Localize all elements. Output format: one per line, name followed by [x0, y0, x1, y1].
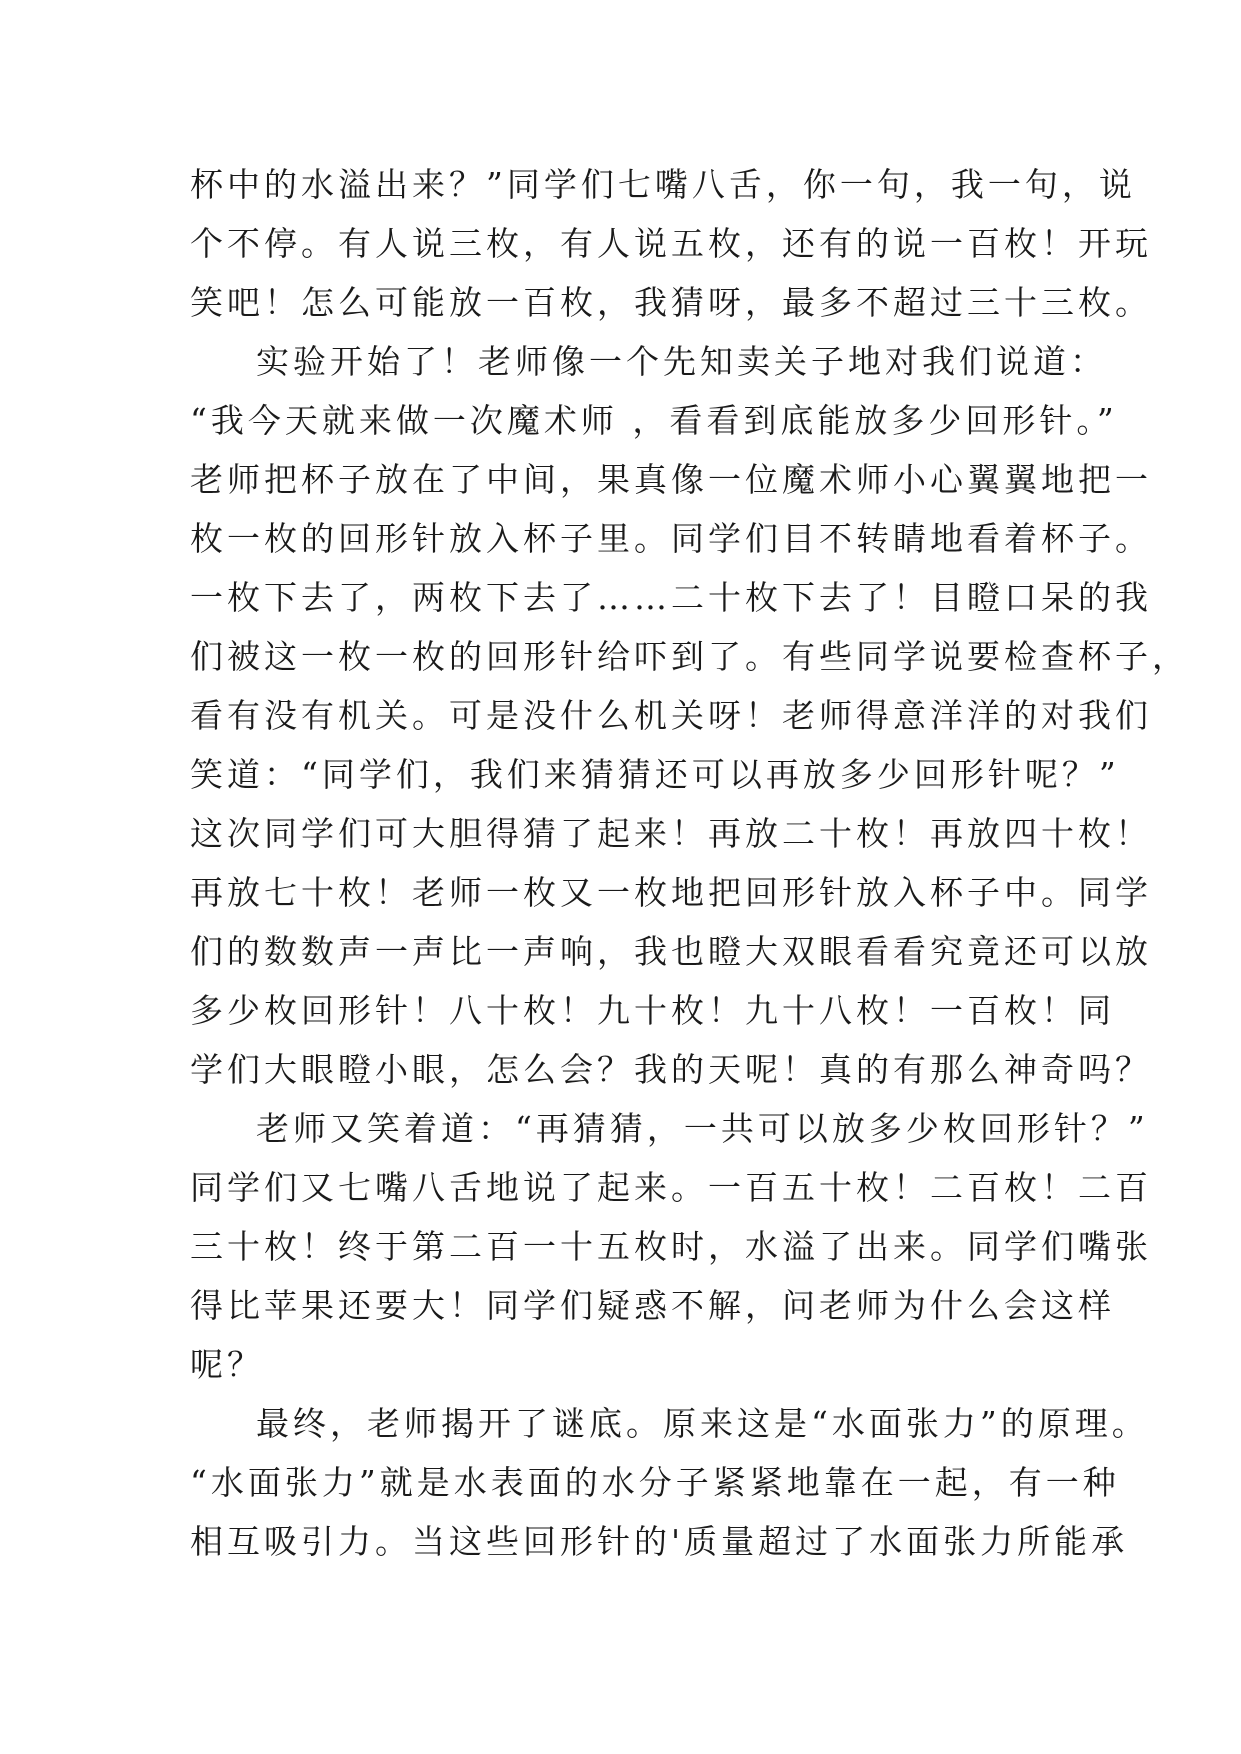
body-text — [190, 155, 1189, 1571]
text-line: “我今天就来做一次魔术师 ，看看到底能放多少回形针。” — [190, 401, 1118, 440]
paragraph-start-line: 老师又笑着道：“再猜猜，一共可以放多少枚回形针？” — [256, 1109, 1149, 1148]
text-line: “水面张力”就是水表面的水分子紧紧地靠在一起，有一种 — [190, 1463, 1120, 1502]
text-line: 呢？ — [190, 1345, 264, 1384]
text-line: 们的数数声一声比一声响，我也瞪大双眼看看究竟还可以放 — [190, 932, 1152, 971]
text-line: 这次同学们可大胆得猜了起来！再放二十枚！再放四十枚！ — [190, 814, 1152, 853]
text-line: 老师把杯子放在了中间，果真像一位魔术师小心翼翼地把一 — [190, 460, 1152, 499]
text-line: 三十枚！终于第二百一十五枚时，水溢了出来。同学们嘴张 — [190, 1227, 1152, 1266]
text-line: 多少枚回形针！八十枚！九十枚！九十八枚！一百枚！同 — [190, 991, 1115, 1030]
text-line: 笑道：“同学们，我们来猜猜还可以再放多少回形针呢？” — [190, 755, 1120, 794]
text-line: 同学们又七嘴八舌地说了起来。一百五十枚！二百枚！二百 — [190, 1168, 1152, 1207]
paragraph-start-line: 实验开始了！老师像一个先知卖关子地对我们说道： — [256, 342, 1107, 381]
text-line: 一枚下去了，两枚下去了……二十枚下去了！目瞪口呆的我 — [190, 578, 1152, 617]
paragraph-start-line: 最终，老师揭开了谜底。原来这是“水面张力”的原理。 — [256, 1404, 1149, 1443]
text-line: 再放七十枚！老师一枚又一枚地把回形针放入杯子中。同学 — [190, 873, 1152, 912]
text-line: 枚一枚的回形针放入杯子里。同学们目不转睛地看着杯子。 — [190, 519, 1152, 558]
text-line: 个不停。有人说三枚，有人说五枚，还有的说一百枚！开玩 — [190, 224, 1152, 263]
text-line: 杯中的水溢出来？”同学们七嘴八舌，你一句，我一句，说 — [190, 165, 1136, 204]
text-line: 学们大眼瞪小眼，怎么会？我的天呢！真的有那么神奇吗？ — [190, 1050, 1152, 1089]
text-line: 得比苹果还要大！同学们疑惑不解，问老师为什么会这样 — [190, 1286, 1115, 1325]
text-line: 笑吧！怎么可能放一百枚，我猜呀，最多不超过三十三枚。 — [190, 283, 1152, 322]
text-line: 们被这一枚一枚的回形针给吓到了。有些同学说要检查杯子， — [190, 637, 1189, 676]
text-line: 看有没有机关。可是没什么机关呀！老师得意洋洋的对我们 — [190, 696, 1152, 735]
text-line: 相互吸引力。当这些回形针的'质量超过了水面张力所能承 — [190, 1522, 1129, 1561]
